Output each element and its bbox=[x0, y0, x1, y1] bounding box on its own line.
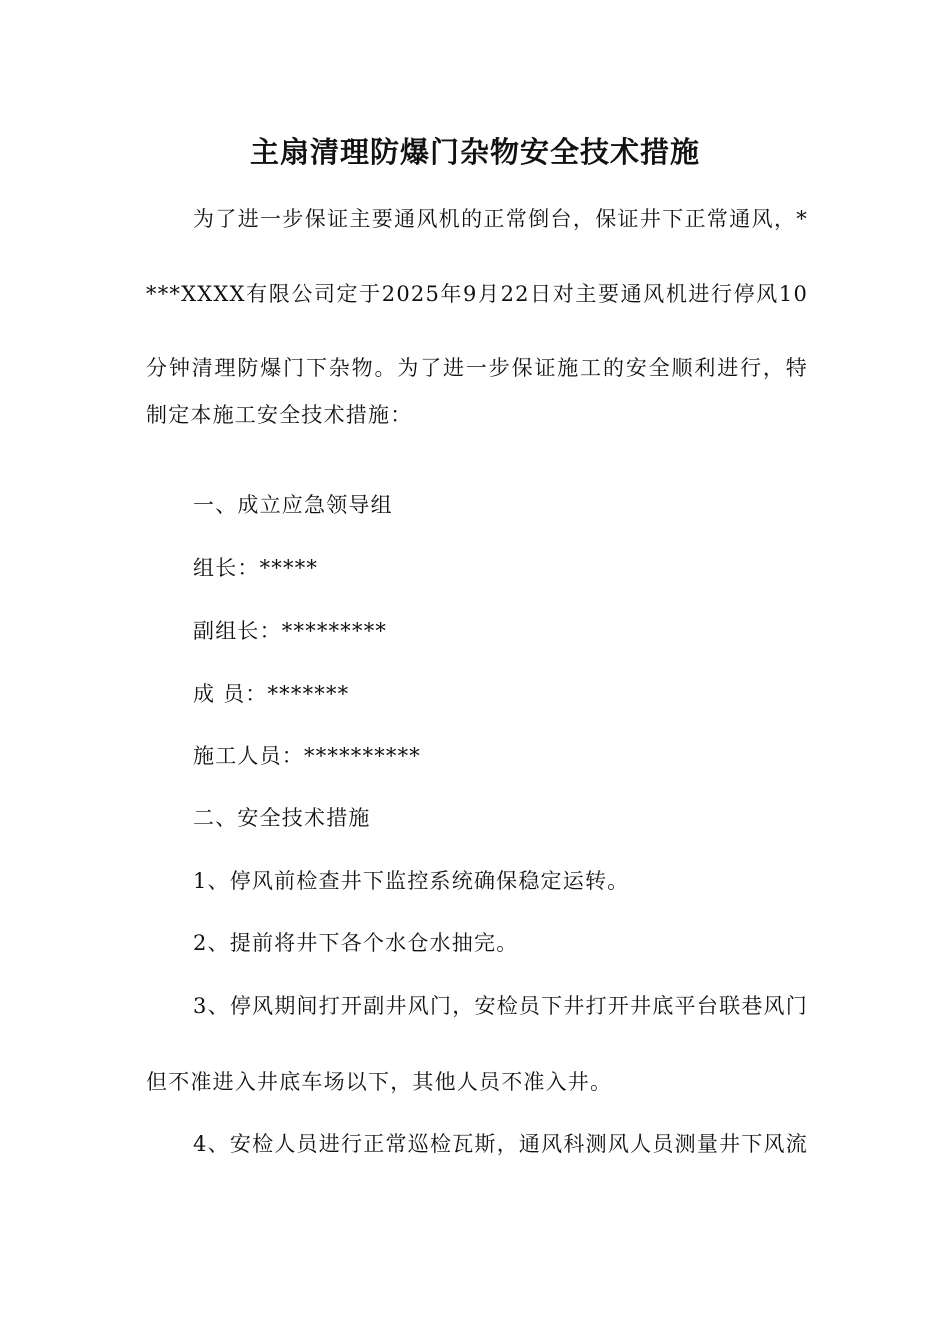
intro-line-2: ***XXXX有限公司定于2025年9月22日对主要通风机进行停风10 bbox=[146, 282, 808, 306]
section-heading-team: 一、成立应急领导组 bbox=[193, 493, 393, 517]
team-leader: 组长：***** bbox=[193, 556, 319, 580]
section-heading-measures: 二、安全技术措施 bbox=[193, 806, 371, 830]
measure-item-1: 1、停风前检查井下监控系统确保稳定运转。 bbox=[193, 869, 630, 893]
intro-line-1: 为了进一步保证主要通风机的正常倒台，保证井下正常通风，* bbox=[193, 207, 808, 231]
intro-line-4: 制定本施工安全技术措施： bbox=[146, 403, 413, 427]
measure-item-3-line-2: 但不准进入井底车场以下，其他人员不准入井。 bbox=[146, 1070, 613, 1094]
measure-item-3-line-1: 3、停风期间打开副井风门，安检员下井打开井底平台联巷风门 bbox=[193, 994, 808, 1018]
team-deputy: 副组长：********* bbox=[193, 619, 388, 643]
measure-item-2: 2、提前将井下各个水仓水抽完。 bbox=[193, 931, 519, 955]
intro-line-3: 分钟清理防爆门下杂物。为了进一步保证施工的安全顺利进行，特 bbox=[146, 356, 808, 380]
document-title: 主扇清理防爆门杂物安全技术措施 bbox=[249, 135, 700, 169]
measure-item-4-line-1: 4、安检人员进行正常巡检瓦斯，通风科测风人员测量井下风流 bbox=[193, 1132, 808, 1156]
team-members: 成 员：******* bbox=[193, 682, 350, 706]
team-workers: 施工人员：********** bbox=[193, 744, 421, 768]
